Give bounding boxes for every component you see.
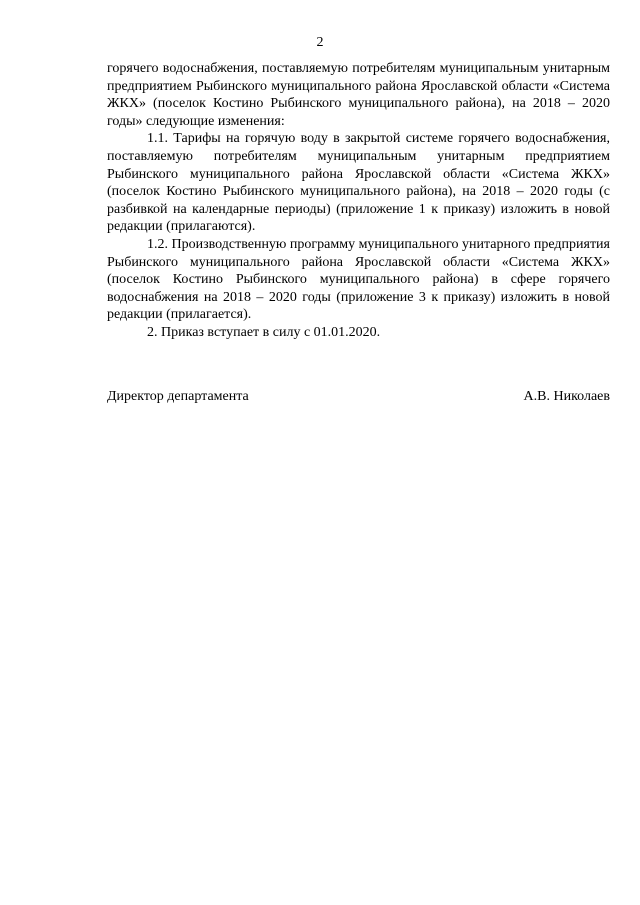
paragraph-intro: горячего водоснабжения, поставляемую потребителям муниципальным унитарным предприятием Рыбинского муниципального района Ярославской области «Система ЖКХ» (поселок Костино Рыбинского муниципального района), на 2018 – 2020 годы» следующие изменения:: [107, 61, 610, 129]
paragraph-item-1-1: 1.1. Тарифы на горячую воду в закрытой системе горячего водоснабжения, поставляемую потребителям муниципальным унитарным предприятием Рыбинского муниципального района Ярославской области «Система ЖКХ» (поселок Костино Рыбинского муниципального района), на 2018 – 2020 годы (с разбивкой на календарные периоды) (приложение 1 к приказу) изложить в новой редакции (прилагаются).: [107, 131, 610, 235]
paragraph-item-1-2: 1.2. Производственную программу муниципального унитарного предприятия Рыбинского муниципального района Ярославской области «Система ЖКХ» (поселок Костино Рыбинского муниципального района) в сфере горячего водоснабжения на 2018 – 2020 годы (приложение 3 к приказу) изложить в новой редакции (прилагается).: [107, 236, 610, 323]
signature-position: Директор департамента: [107, 389, 249, 404]
page-number: 2: [316, 35, 324, 50]
document-body: [107, 60, 610, 342]
signature-name: А.В. Николаев: [523, 389, 610, 404]
paragraph-item-2: 2. Приказ вступает в силу с 01.01.2020.: [147, 324, 381, 340]
signature-block: [107, 388, 610, 406]
